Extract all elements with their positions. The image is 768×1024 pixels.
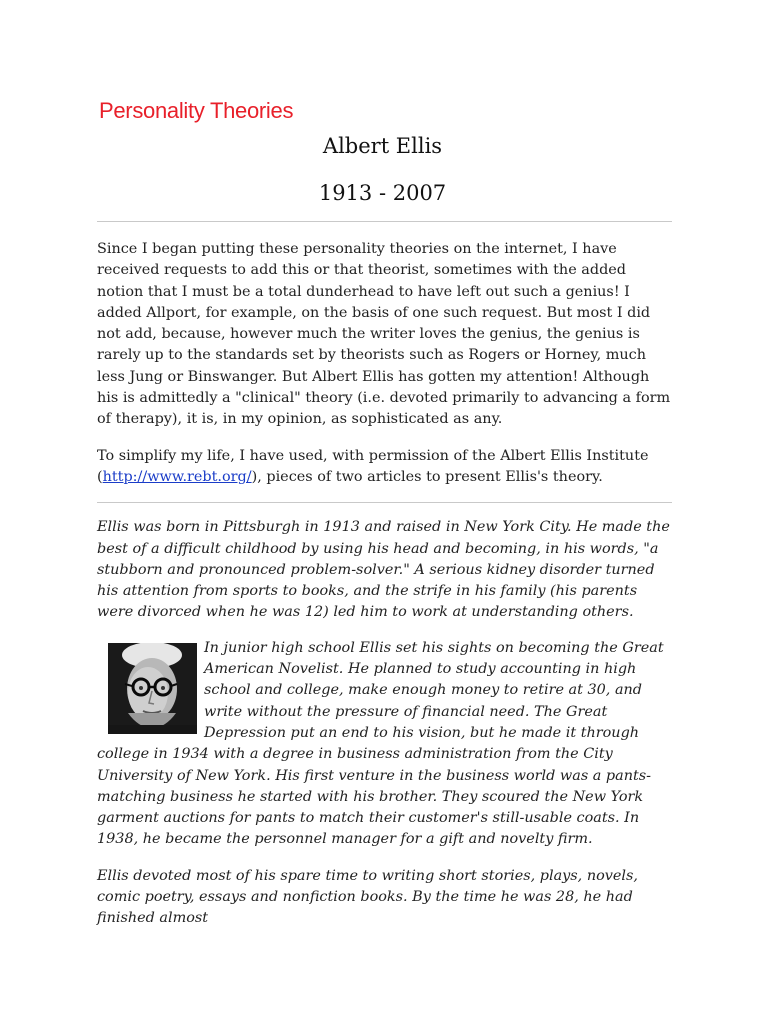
life-years: 1913 - 2007 (318, 181, 447, 205)
sources-text-before: To simplify my life, I have used, with permission of the Albert Ellis Institute ( (97, 447, 649, 485)
rebt-link[interactable]: http://www.rebt.org/ (102, 468, 252, 485)
biography-block-2 (97, 638, 672, 851)
portrait-photo (108, 643, 197, 734)
sources-text-after: ), pieces of two articles to present Ellis's theory. (251, 468, 603, 485)
sources-paragraph (97, 446, 672, 489)
biography-paragraph-2: In junior high school Ellis set his sights on becoming the Great American Novelist. He planned to study accounting in high school and college, make enough money to retire at 30, and write without the pressure of financial need. The Great Depression put an end to his vision, but he made it through college in 1934 with a degree in business administration from the City University of New York. His first venture in the business world was a pants-matching business he started with his brother. They scoured the New York garment auctions for pants to match their customer's still-usable coats. In 1938, he became the personnel manager for a gift and novelty firm. (97, 639, 664, 848)
document-page (97, 98, 672, 930)
divider-top (97, 221, 672, 222)
intro-paragraph: Since I began putting these personality theories on the internet, I have received requests to add this or that theorist, sometimes with the added notion that I must be a total dunderhead to have left out such a genius! I added Allport, for example, on the basis of one such request. But most I did not add, because, however much the writer loves the genius, the genius is rarely up to the standards set by theorists such as Rogers or Horney, much less Jung or Binswanger. But Albert Ellis has gotten my attention! Although his is admittedly a "clinical" theory (i.e. devoted primarily to advancing a form of therapy), it is, in my opinion, as sophisticated as any. (97, 241, 671, 428)
page-title: Albert Ellis (322, 134, 443, 158)
series-title: Personality Theories (99, 98, 294, 123)
biography-paragraph-3: Ellis devoted most of his spare time to writing short stories, plays, novels, comic poetry, essays and nonfiction books. By the time he was 28, he had finished almost (97, 867, 638, 927)
divider-bottom (97, 502, 672, 503)
biography-paragraph-1: Ellis was born in Pittsburgh in 1913 and raised in New York City. He made the best of a difficult childhood by using his head and becoming, in his words, "a stubborn and pronounced problem-solver." A serious kidney disorder turned his attention from sports to books, and the strife in his family (his parents were divorced when he was 12) led him to work at understanding others. (97, 519, 670, 621)
